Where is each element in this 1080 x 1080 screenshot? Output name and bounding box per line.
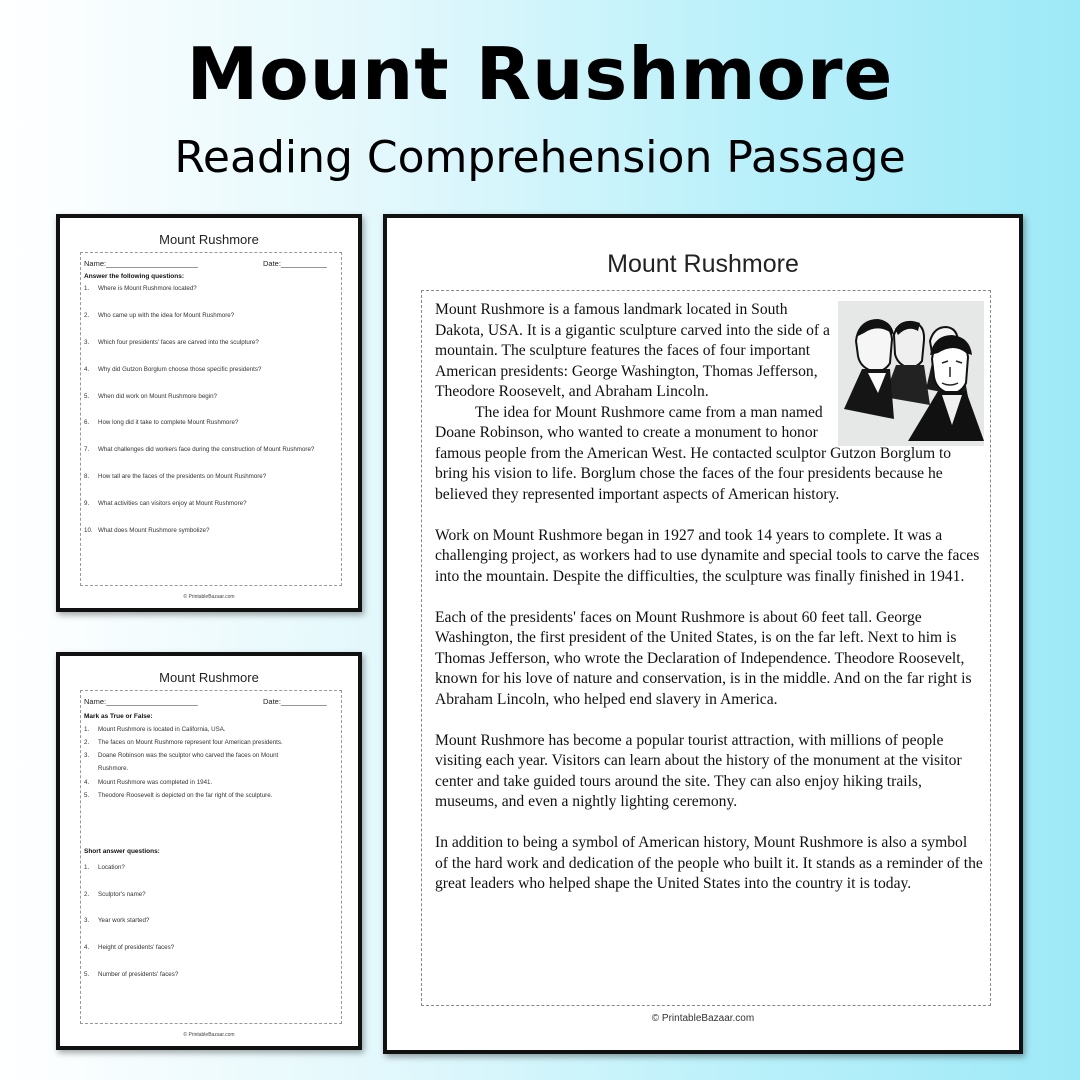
name-field-label: Name:______________________ [84,697,198,706]
worksheet-title: Mount Rushmore [159,670,259,685]
worksheet-footer: © PrintableBazaar.com [183,594,235,600]
passage-paragraph: In addition to being a symbol of American history, Mount Rushmore is also a symbol of the hard work and dedication of the people who built it. It stands as a reminder of the great leaders who helped shape the United States into the country it is today. [435,834,983,892]
worksheet-content [80,252,342,586]
short-answer-item: 1. Location? [84,864,125,871]
passage-sheet [383,214,1023,1054]
passage-paragraph: Mount Rushmore has become a popular tourist attraction, with millions of people visiting each year. Visitors can learn about the history of the monument at the visitor center and take guided tours around the site. They can also enjoy hiking trails, museums, and even a nightly lighting ceremony. [435,731,962,810]
short-answer-item: 5. Number of presidents' faces? [84,971,179,978]
question-item: 8. How tall are the faces of the presidents on Mount Rushmore? [84,473,267,480]
passage-text [435,300,983,915]
worksheet-title: Mount Rushmore [159,232,259,247]
true-false-item: 2. The faces on Mount Rushmore represent four American presidents. [84,739,283,746]
true-false-item: 1. Mount Rushmore is located in California, USA. [84,726,226,733]
question-item: 5. When did work on Mount Rushmore begin? [84,393,218,400]
question-item: 3. Which four presidents' faces are carved into the sculpture? [84,339,259,346]
passage-paragraph: Mount Rushmore is a famous landmark located in South Dakota, USA. It is a gigantic sculpture carved into the side of a mountain. The sculpture features the faces of four important American presidents: George Washington, Thomas Jefferson, Theodore Roosevelt, and Abraham Lincoln. The idea for Mount Rushmore came from a man named Doane Robinson, who wanted to create a monument to honor famous people from the American West. He contacted sculptor Gutzon Borglum to bring his vision to life. Borglum chose the faces of the four presidents because he believed they represented important aspects of American history. [435,301,952,503]
short-answer-item: 3. Year work started? [84,917,150,924]
date-field-label: Date:___________ [263,259,327,268]
passage-paragraph: Each of the presidents' faces on Mount Rushmore is about 60 feet tall. George Washington, the first president of the United States, is on the far left. Next to him is Thomas Jefferson, who wrote the Declaration of Independence. Theodore Roosevelt, known for his love of nature and conservation, is in the middle. And on the far right is Abraham Lincoln, who helped end slavery in America. [435,608,972,708]
question-item: 7. What challenges did workers face during the construction of Mount Rushmore? [84,446,315,453]
passage-footer: © PrintableBazaar.com [651,1013,755,1024]
instructions-heading: Answer the following questions: [84,273,185,280]
question-item: 1. Where is Mount Rushmore located? [84,285,197,292]
worksheet-content [80,690,342,1024]
passage-title: Mount Rushmore [607,250,799,278]
worksheet-footer: © PrintableBazaar.com [183,1032,235,1038]
true-false-item: Rushmore. [98,765,129,772]
question-item: 9. What activities can visitors enjoy at Mount Rushmore? [84,500,247,507]
date-field-label: Date:___________ [263,697,327,706]
short-answer-heading: Short answer questions: [84,848,160,855]
passage-box [421,290,991,1006]
true-false-item: 5. Theodore Roosevelt is depicted on the far right of the sculpture. [84,792,273,799]
question-item: 2. Who came up with the idea for Mount Rushmore? [84,312,235,319]
page-subtitle: Reading Comprehension Passage [174,132,906,183]
question-item: 4. Why did Gutzon Borglum choose those specific presidents? [84,366,262,373]
true-false-heading: Mark as True or False: [84,713,153,720]
true-false-item: 4. Mount Rushmore was completed in 1941. [84,779,213,786]
name-field-label: Name:______________________ [84,259,198,268]
worksheet-questions-preview [56,214,362,612]
page-title: Mount Rushmore [186,32,894,116]
question-item: 6. How long did it take to complete Mount Rushmore? [84,419,239,426]
worksheet-true-false-preview [56,652,362,1050]
true-false-item: 3. Doane Robinson was the sculptor who carved the faces on Mount [84,752,279,759]
short-answer-item: 2. Sculptor's name? [84,891,146,898]
short-answer-item: 4. Height of presidents' faces? [84,944,175,951]
passage-paragraph: Work on Mount Rushmore began in 1927 and took 14 years to complete. It was a challenging project, as workers had to use dynamite and special tools to carve the faces into the mountain. Despite the difficulties, the sculpture was finally finished in 1941. [435,526,980,585]
question-item: 10. What does Mount Rushmore symbolize? [84,527,210,534]
